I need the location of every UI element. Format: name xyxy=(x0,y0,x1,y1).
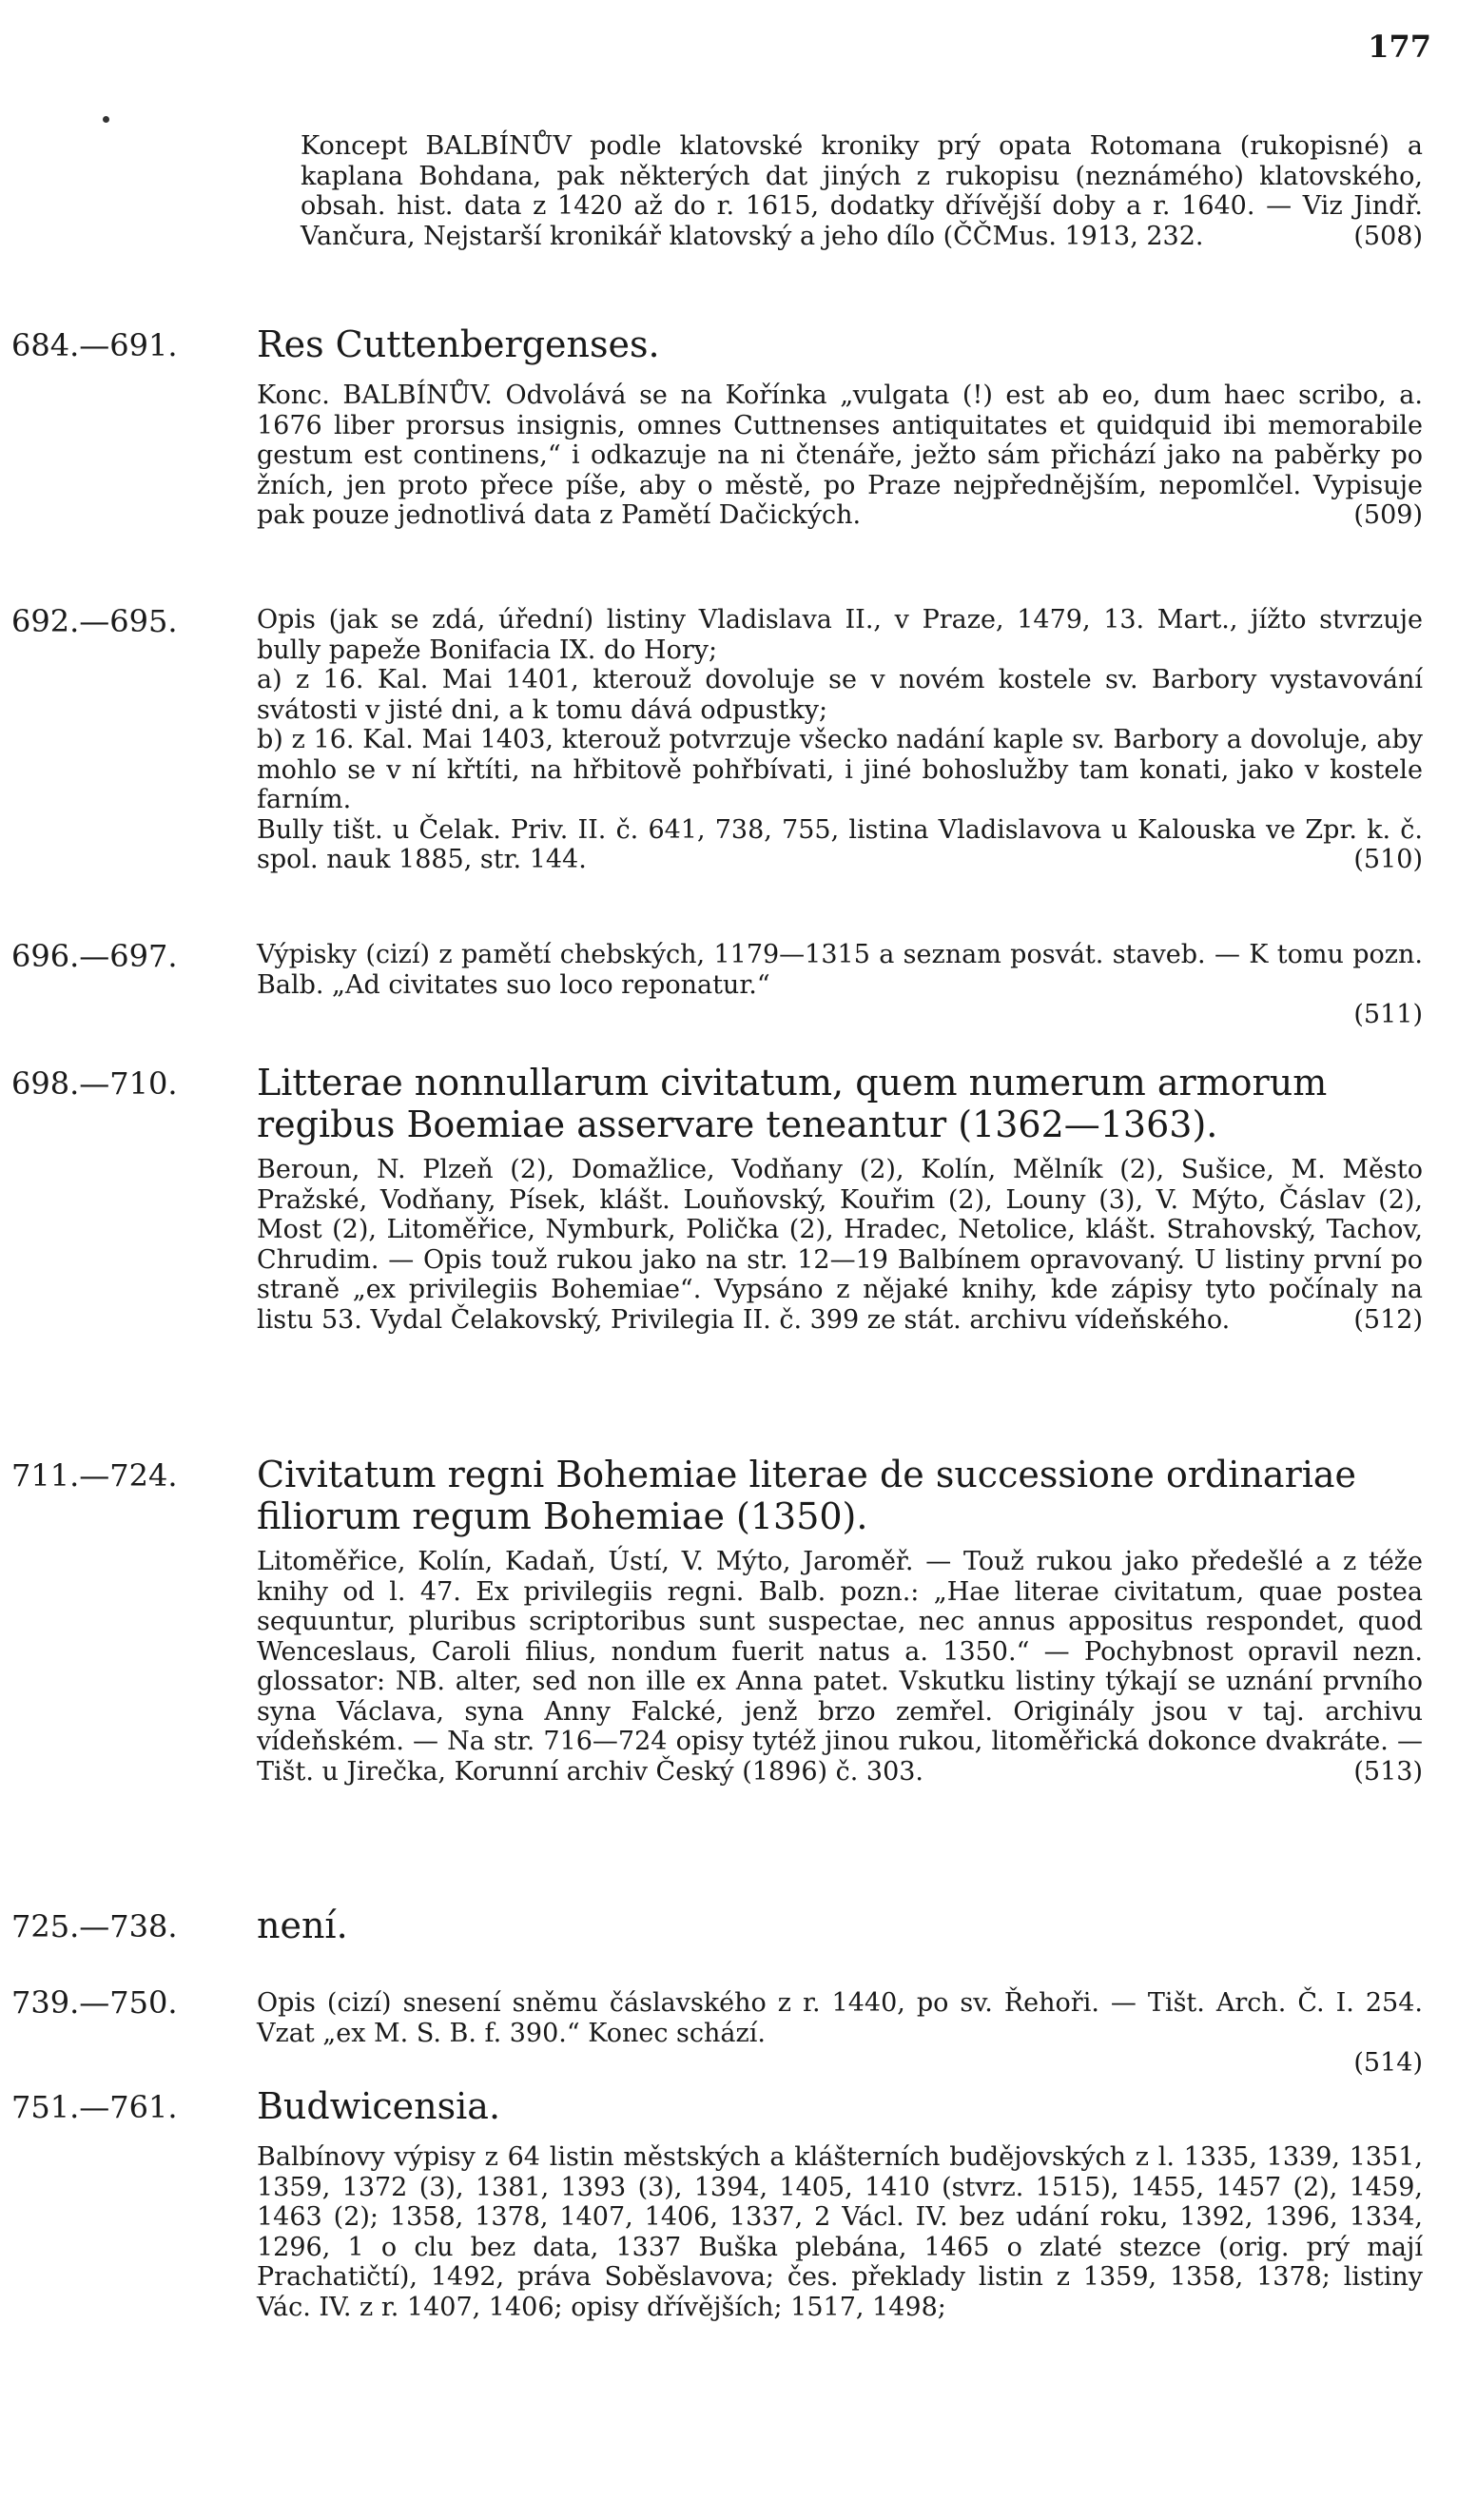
entry-title: Civitatum regni Bohemiae literae de successione ordinariae filiorum regum Bohemiae (1350). xyxy=(257,1454,1357,1537)
entry-body xyxy=(301,131,1423,251)
entry-text: Balbínovy výpisy z 64 listin městských a klášterních budějovských z l. 1335, 1339, 1351, 1359, 1372 (3), 1381, 1393 (3), 1394, 1405, 1410 (stvrz. 1515), 1455, 1457 (2), 1459, 1463 (2); 1358, 1378, 1407, 1406, 1337, 2 Václ. IV. bez udání roku, 1392, 1396, 1334, 1296, 1 o clu bez data, 1337 Buška plebána, 1465 o zlaté stezce (orig. prý mají Prachatičtí), 1492, práva Soběslavova; čes. překlady listin z 1359, 1358, 1378; listiny Vác. IV. z r. 1407, 1406; opisy dřívějších; 1517, 1498; xyxy=(257,2142,1423,2322)
page-number: 177 xyxy=(1368,29,1431,65)
entry-title: není. xyxy=(257,1905,348,1946)
entry-body xyxy=(257,381,1423,531)
folio-range: 696.—697. xyxy=(11,938,178,974)
entry-ref: (511) xyxy=(1353,1000,1423,1029)
entry-title: Litterae nonnullarum civitatum, quem numerum armorum regibus Boemiae asservare teneantur (1362—1363). xyxy=(257,1062,1328,1145)
entry-title: Res Cuttenbergenses. xyxy=(257,323,660,365)
folio-range: 698.—710. xyxy=(11,1065,178,1102)
entry-text: Litoměřice, Kolín, Kadaň, Ústí, V. Mýto, Jaroměř. — Touž rukou jako předešlé a z téže knihy od l. 47. Ex privilegiis regni. Balb. pozn.: „Hae literae civitatum, quae postea sequuntur, pluribus scriptoribus sunt suspectae, nec annus appositus respondet, quod Wenceslaus, Caroli filius, nondum fuerit natus a. 1350.“ — Pochybnost opravil nezn. glossator: NB. alter, sed non ille ex Anna patet. Vskutku listiny týkají se uznání prvního syna Václava, syna Anny Falcké, jenž brzo zemřel. Originály jsou v taj. archivu vídeňském. — Na str. 716—724 opisy tytéž jinou rukou, litoměřická dokonce dvakráte. — Tišt. u Jirečka, Korunní archiv Český (1896) č. 303. xyxy=(257,1547,1423,1787)
entry-ref: (514) xyxy=(1353,2048,1423,2078)
entry-line: a) z 16. Kal. Mai 1401, kterouž dovoluje se v novém kostele sv. Barbory vystavování svátosti v jisté dni, a k tomu dává odpustky; xyxy=(257,665,1423,725)
entry-text: Opis (cizí) snesení sněmu čáslavského z r. 1440, po sv. Řehoři. — Tišt. Arch. Č. I. 254. Vzat „ex M. S. B. f. 390.“ Konec schází. xyxy=(257,1988,1423,2048)
entry-text: Beroun, N. Plzeň (2), Domažlice, Vodňany (2), Kolín, Mělník (2), Sušice, M. Město Pražské, Vodňany, Písek, klášt. Louňovský, Kouřim (2), Louny (3), V. Mýto, Čáslav (2), Most (2), Litoměřice, Nymburk, Polička (2), Hradec, Netolice, klášt. Strahovský, Tachov, Chrudim. — Opis touž rukou jako na str. 12—19 Balbínem opravovaný. U listiny první po straně „ex privilegiis Bohemiae“. Vypsáno z nějaké knihy, kde zápisy tyto počínaly na listu 53. Vydal Čelakovský, Privilegia II. č. 399 ze stát. archivu vídeňského. xyxy=(257,1155,1423,1335)
folio-range: 711.—724. xyxy=(11,1457,178,1494)
folio-range: 739.—750. xyxy=(11,1984,178,2021)
folio-range: 725.—738. xyxy=(11,1908,178,1944)
entry-text: Výpisky (cizí) z pamětí chebských, 1179—1315 a seznam posvát. staveb. — K tomu pozn. Balb. „Ad civitates suo loco reponatur.“ xyxy=(257,940,1423,1000)
entry-body xyxy=(257,2142,1423,2322)
margin-dot xyxy=(103,116,109,123)
entry-ref: (513) xyxy=(1353,1756,1423,1787)
entry-ref: (510) xyxy=(1353,845,1423,874)
entry-ref: (508) xyxy=(1353,221,1423,251)
entry-line: Opis (jak se zdá, úřední) listiny Vladislava II., v Praze, 1479, 13. Mart., jížto stvrzuje bully papeže Bonifacia IX. do Hory; xyxy=(257,605,1423,665)
entry-body xyxy=(257,940,1423,1030)
entry-text: Konc. BALBÍNŮV. Odvolává se na Kořínka „vulgata (!) est ab eo, dum haec scribo, a. 1676 liber prorsus insignis, omnes Cuttnenses antiquitates et quidquid ibi memorabile gestum est continens,“ i odkazuje na ni čtenáře, ježto sám přichází jako na paběrky po žních, jen proto přece píše, aby o městě, po Praze nejpřednějším, nepomlčel. Vypisuje pak pouze jednotlivá data z Pamětí Dačických. xyxy=(257,381,1423,530)
folio-range: 684.—691. xyxy=(11,327,178,363)
entry-body xyxy=(257,1155,1423,1335)
entry-line: Bully tišt. u Čelak. Priv. II. č. 641, 738, 755, listina Vladislavova u Kalouska ve Zpr. k. č. spol. nauk 1885, str. 144. xyxy=(257,814,1423,874)
folio-range: 692.—695. xyxy=(11,603,178,639)
entry-body xyxy=(257,1988,1423,2079)
entry-body xyxy=(257,1547,1423,1787)
folio-range: 751.—761. xyxy=(11,2089,178,2125)
entry-ref: (512) xyxy=(1353,1304,1423,1335)
entry-text: Koncept BALBÍNŮV podle klatovské kroniky prý opata Rotomana (rukopisné) a kaplana Bohdana, pak některých dat jiných z rukopisu (neznámého) klatovského, obsah. hist. data z 1420 až do r. 1615, dodatky dřívější doby a r. 1640. — Viz Jindř. Vančura, Nejstarší kronikář klatovský a jeho dílo (ČČMus. 1913, 232. xyxy=(301,131,1423,251)
entry-body xyxy=(257,605,1423,875)
entry-title: Budwicensia. xyxy=(257,2085,501,2127)
entry-line: b) z 16. Kal. Mai 1403, kterouž potvrzuje všecko nadání kaple sv. Barbory a dovoluje, aby mohlo se v ní křtíti, na hřbitově pohřbívati, i jiné bohoslužby tam konati, jako v kostele farním. xyxy=(257,725,1423,814)
entry-ref: (509) xyxy=(1353,500,1423,530)
